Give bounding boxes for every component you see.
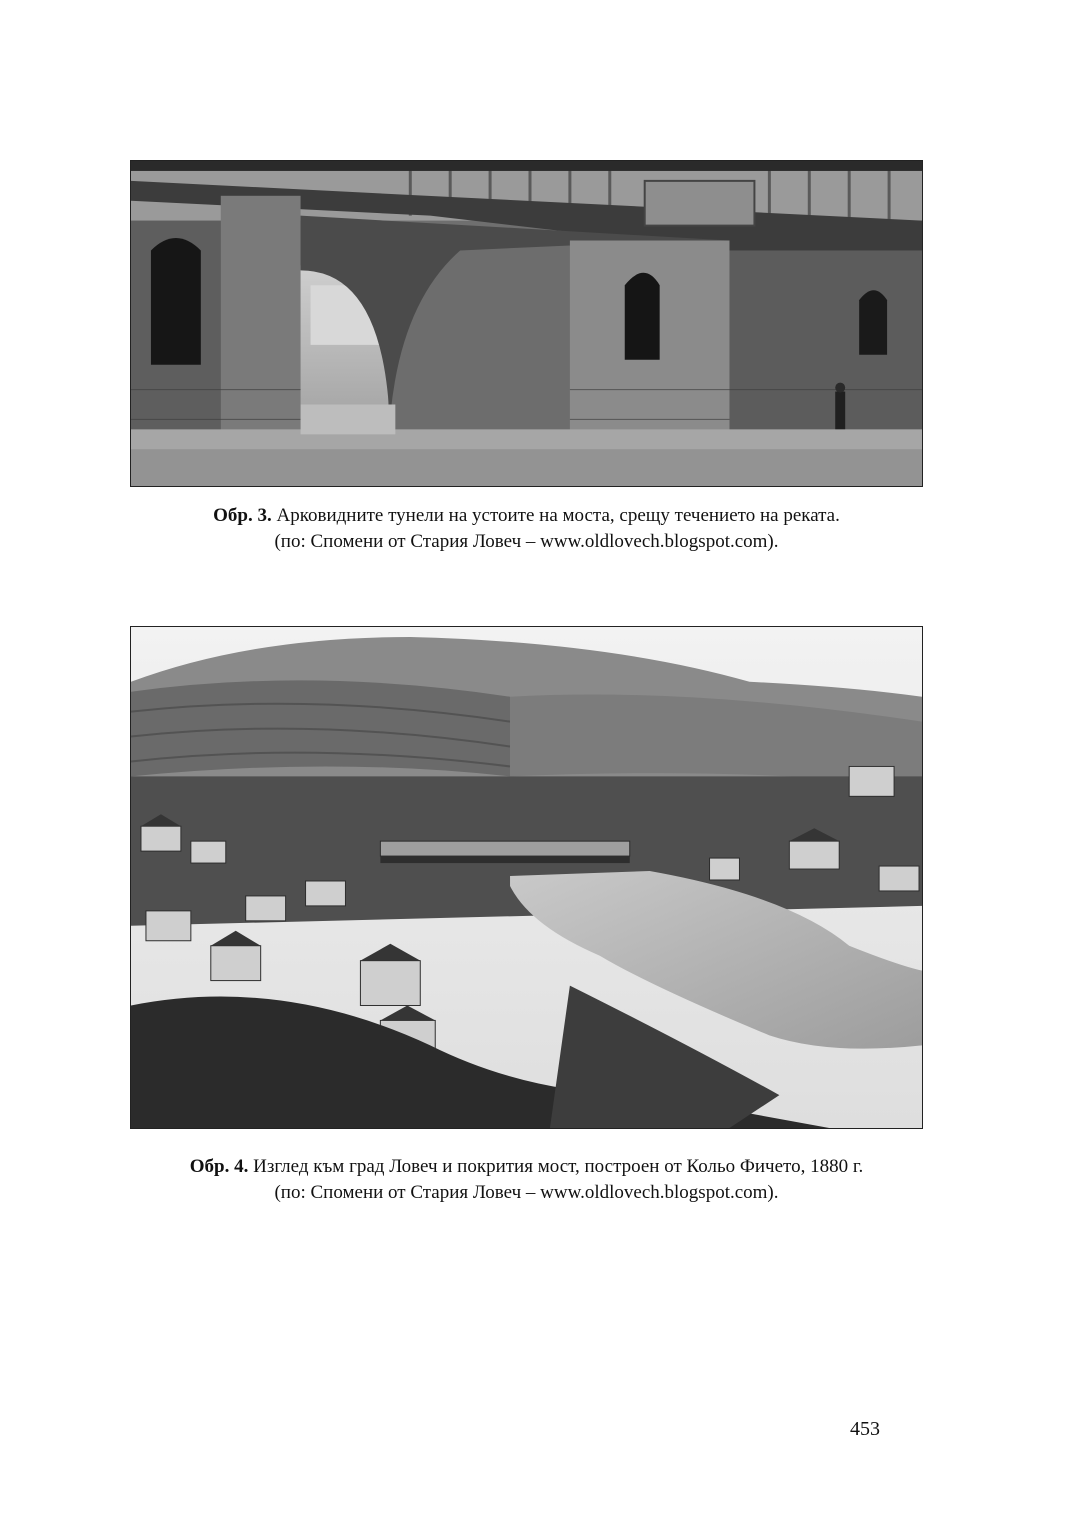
- figure-4-photo: [130, 626, 923, 1129]
- lovech-panorama-image: [131, 627, 922, 1128]
- figure-3-caption: [130, 503, 923, 555]
- figure-3-photo: [130, 160, 923, 487]
- figure-4-caption-label: Обр. 4.: [189, 1156, 249, 1177]
- bridge-piers-image: [131, 161, 922, 486]
- figure-3-caption-label: Обр. 3.: [213, 505, 272, 526]
- figure-3-caption-text: Арковидните тунели на устоите на моста, срещу течението на реката.: [271, 505, 840, 526]
- figure-4-caption-source: (по: Спомени от Стария Ловеч – www.oldlovech.blogspot.com).: [274, 1182, 779, 1203]
- page-number: 453: [850, 1418, 880, 1440]
- figure-4-caption-text: Изглед към град Ловеч и покрития мост, построен от Кольо Фичето, 1880 г.: [248, 1156, 864, 1177]
- figure-4-caption: [130, 1154, 923, 1206]
- figure-3-caption-source: (по: Спомени от Стария Ловеч – www.oldlovech.blogspot.com).: [274, 531, 779, 552]
